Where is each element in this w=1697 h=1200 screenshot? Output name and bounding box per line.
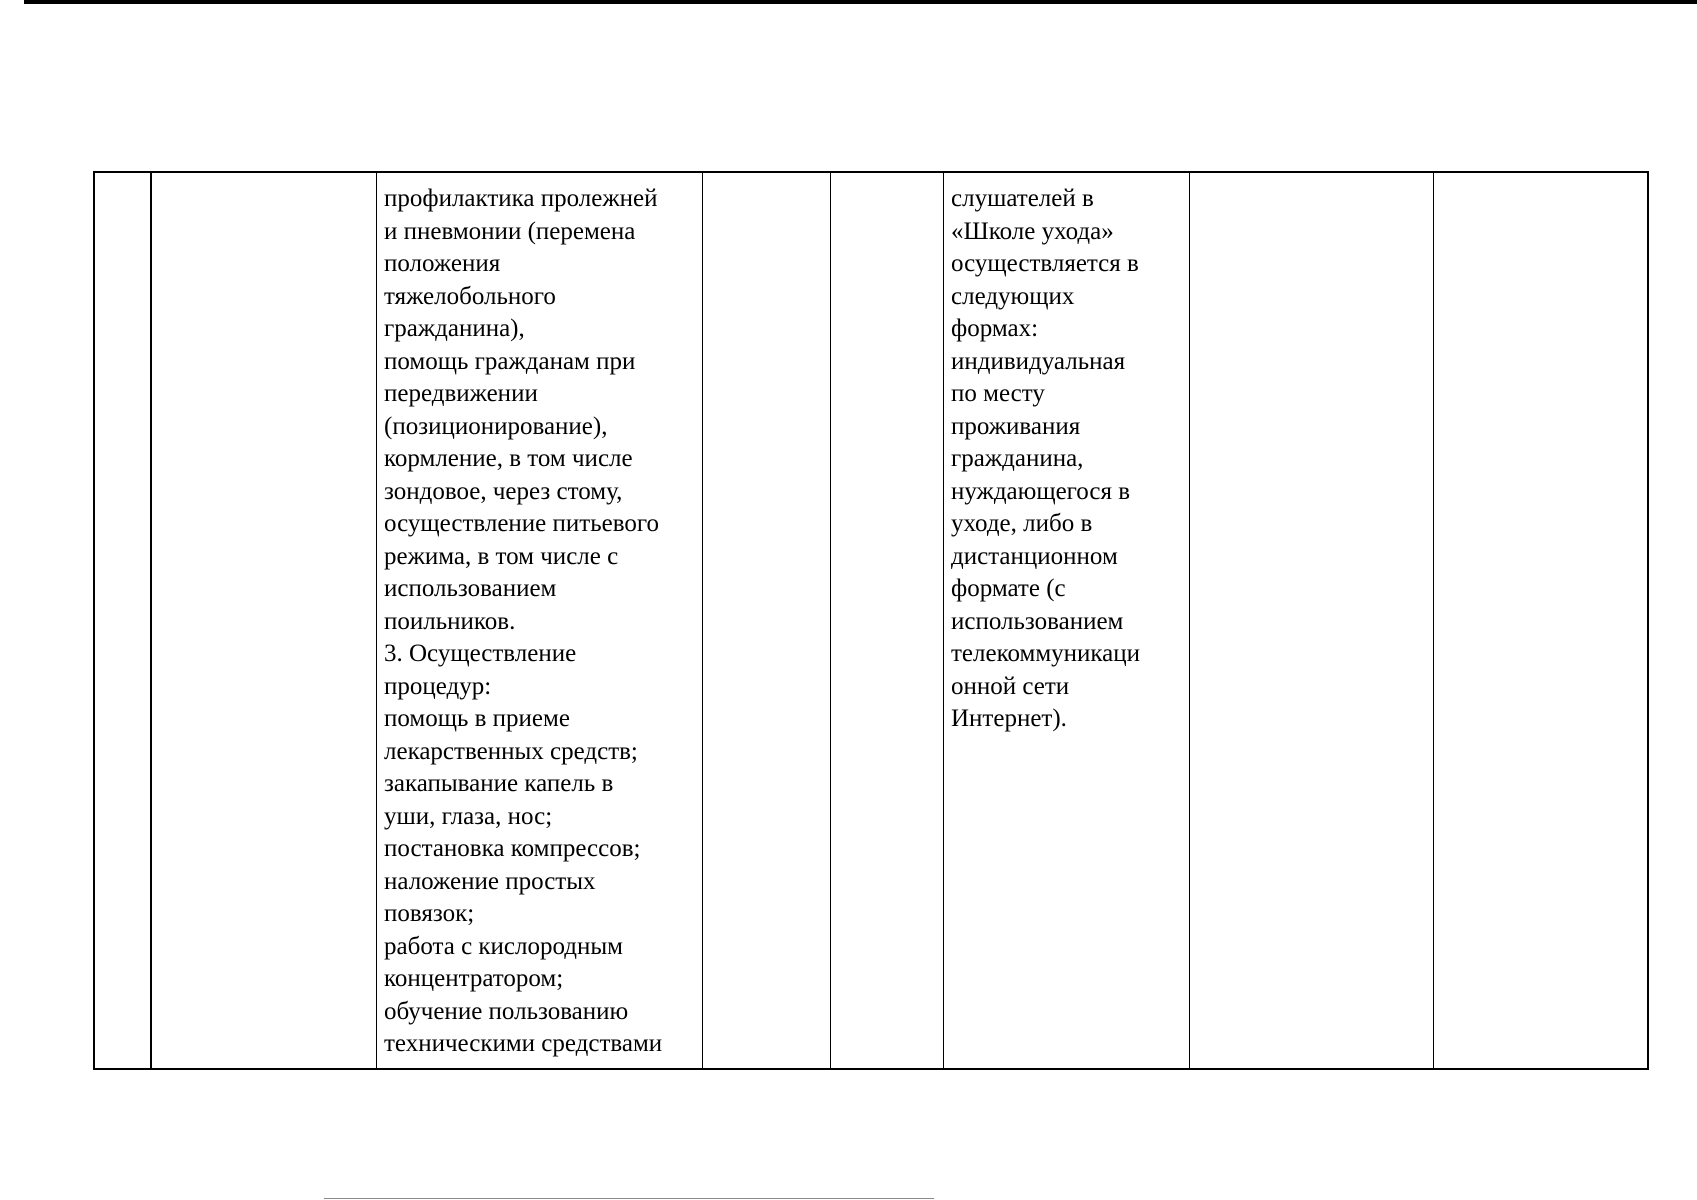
text-line: телекоммуникаци: [951, 640, 1141, 667]
text-line: осуществляется в: [951, 250, 1139, 277]
bottom-scan-line: [324, 1198, 934, 1199]
text-line: постановка компрессов;: [384, 835, 641, 862]
text-line: концентратором;: [384, 965, 564, 992]
table-cell-col7: [1189, 173, 1433, 1068]
table-cell-col8: [1433, 173, 1647, 1068]
text-line: осуществление питьевого: [384, 510, 659, 537]
text-line: кормление, в том числе: [384, 445, 633, 472]
text-line: помощь в приеме: [384, 705, 570, 732]
text-line: обучение пользованию: [384, 997, 629, 1025]
text-line: «Школе ухода»: [951, 217, 1114, 245]
text-line: формах:: [951, 315, 1039, 342]
text-line: поильников.: [384, 607, 516, 635]
text-line: по месту: [951, 380, 1045, 407]
text-line: уши, глаза, нос;: [384, 802, 553, 830]
text-line: зондовое, через стому,: [384, 477, 623, 505]
text-line: Интернет).: [951, 705, 1067, 732]
text-line: наложение простых: [384, 867, 596, 895]
text-line: формате (с: [951, 575, 1066, 602]
text-line: профилактика пролежней: [384, 185, 658, 212]
text-line: процедур:: [384, 672, 492, 700]
table-cell-col5: [830, 173, 943, 1068]
text-line: передвижении: [384, 380, 538, 407]
text-line: уходе, либо в: [951, 510, 1093, 537]
table-cell-col4: [702, 173, 830, 1068]
text-line: режима, в том числе с: [384, 542, 619, 570]
text-line: повязок;: [384, 900, 475, 927]
text-line: нуждающегося в: [951, 477, 1131, 505]
text-line: техническими средствами: [384, 1030, 663, 1057]
table-cell-col3: [376, 173, 702, 1068]
col3-text: [384, 183, 700, 1061]
text-line: помощь гражданам при: [384, 347, 636, 375]
text-line: лекарственных средств;: [384, 737, 638, 765]
text-line: гражданина,: [951, 445, 1084, 472]
document-table: [93, 171, 1649, 1070]
text-line: гражданина),: [384, 315, 525, 342]
table-cell-col2: [150, 173, 376, 1068]
text-line: и пневмонии (перемена: [384, 217, 636, 245]
text-line: дистанционном: [951, 542, 1118, 570]
text-line: следующих: [951, 282, 1075, 310]
text-line: использованием: [951, 607, 1124, 635]
text-line: тяжелобольного: [384, 282, 556, 310]
col6-text: [951, 183, 1187, 736]
text-line: (позиционирование),: [384, 412, 608, 440]
text-line: 3. Осуществление: [384, 640, 577, 667]
table-cell-col6: [943, 173, 1189, 1068]
text-line: закапывание капель в: [384, 770, 614, 797]
text-line: индивидуальная: [951, 347, 1126, 375]
text-line: проживания: [951, 412, 1081, 440]
text-line: онной сети: [951, 672, 1070, 700]
text-line: положения: [384, 250, 501, 277]
text-line: слушателей в: [951, 185, 1094, 212]
text-line: работа с кислородным: [384, 932, 624, 960]
table-cell-col1: [95, 173, 150, 1068]
top-border-line: [24, 0, 1697, 4]
text-line: использованием: [384, 575, 557, 602]
